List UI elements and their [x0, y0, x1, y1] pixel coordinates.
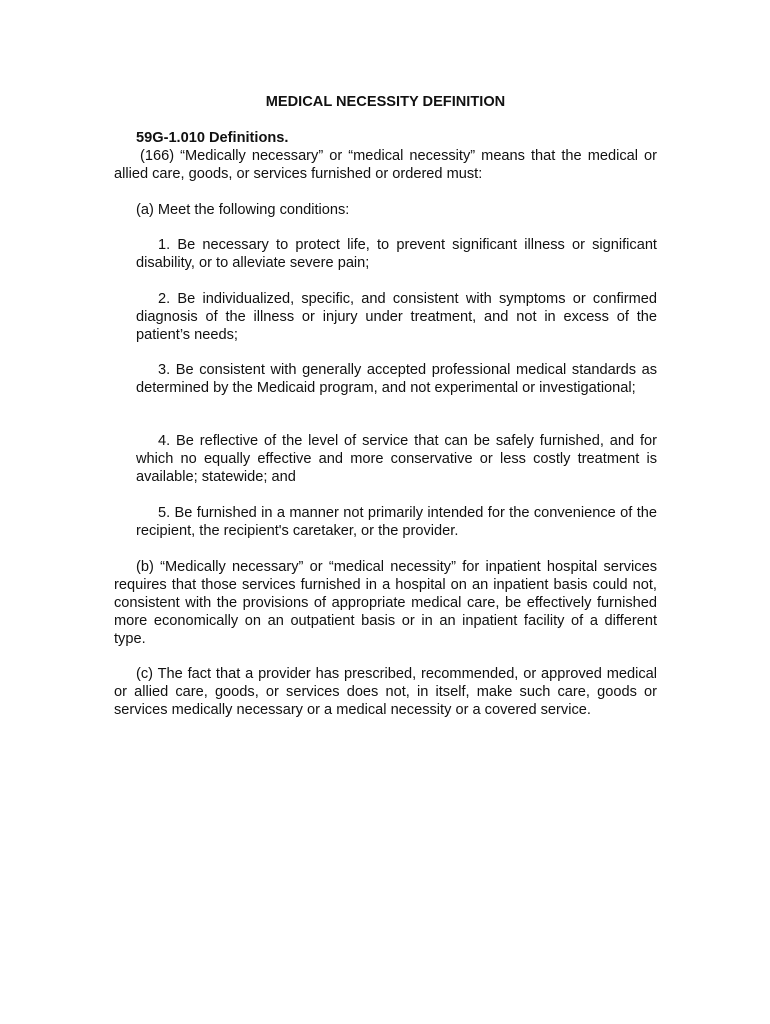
rule-heading-text: 59G-1.010 Definitions. — [136, 130, 289, 146]
list-item: 3. Be consistent with generally accepted professional medical standards as determined by the Medicaid program, and not experimental or investigational; — [136, 362, 657, 396]
rule-heading — [136, 129, 657, 147]
section-b: (b) “Medically necessary” or “medical necessity” for inpatient hospital services requires that those services furnished in a hospital on an inpatient basis could not, consistent with the provisions of appropriate medical care, be effectively furnished more economically on an outpatient basis or in an inpatient facility of a different type. — [114, 559, 657, 647]
list-item: 2. Be individualized, specific, and consistent with symptoms or confirmed diagnosis of the illness or injury under treatment, and not in excess of the patient’s needs; — [136, 291, 657, 343]
list-item: 1. Be necessary to protect life, to prevent significant illness or significant disability, or to alleviate severe pain; — [136, 237, 657, 271]
document-title: MEDICAL NECESSITY DEFINITION — [265, 94, 506, 110]
list-item: 4. Be reflective of the level of service that can be safely furnished, and for which no equally effective and more conservative or less costly treatment is available; statewide; and — [136, 433, 657, 485]
section-c: (c) The fact that a provider has prescribed, recommended, or approved medical or allied care, goods, or services does not, in itself, make such care, goods or services medically necessary or a medical necessity or a covered service. — [114, 666, 657, 718]
section-a: (a) Meet the following conditions: — [136, 202, 350, 218]
definition-intro: (166) “Medically necessary” or “medical necessity” means that the medical or allied care, goods, or services furnished or ordered must: — [114, 148, 657, 182]
list-item: 5. Be furnished in a manner not primarily intended for the convenience of the recipient, the recipient's caretaker, or the provider. — [136, 505, 657, 539]
